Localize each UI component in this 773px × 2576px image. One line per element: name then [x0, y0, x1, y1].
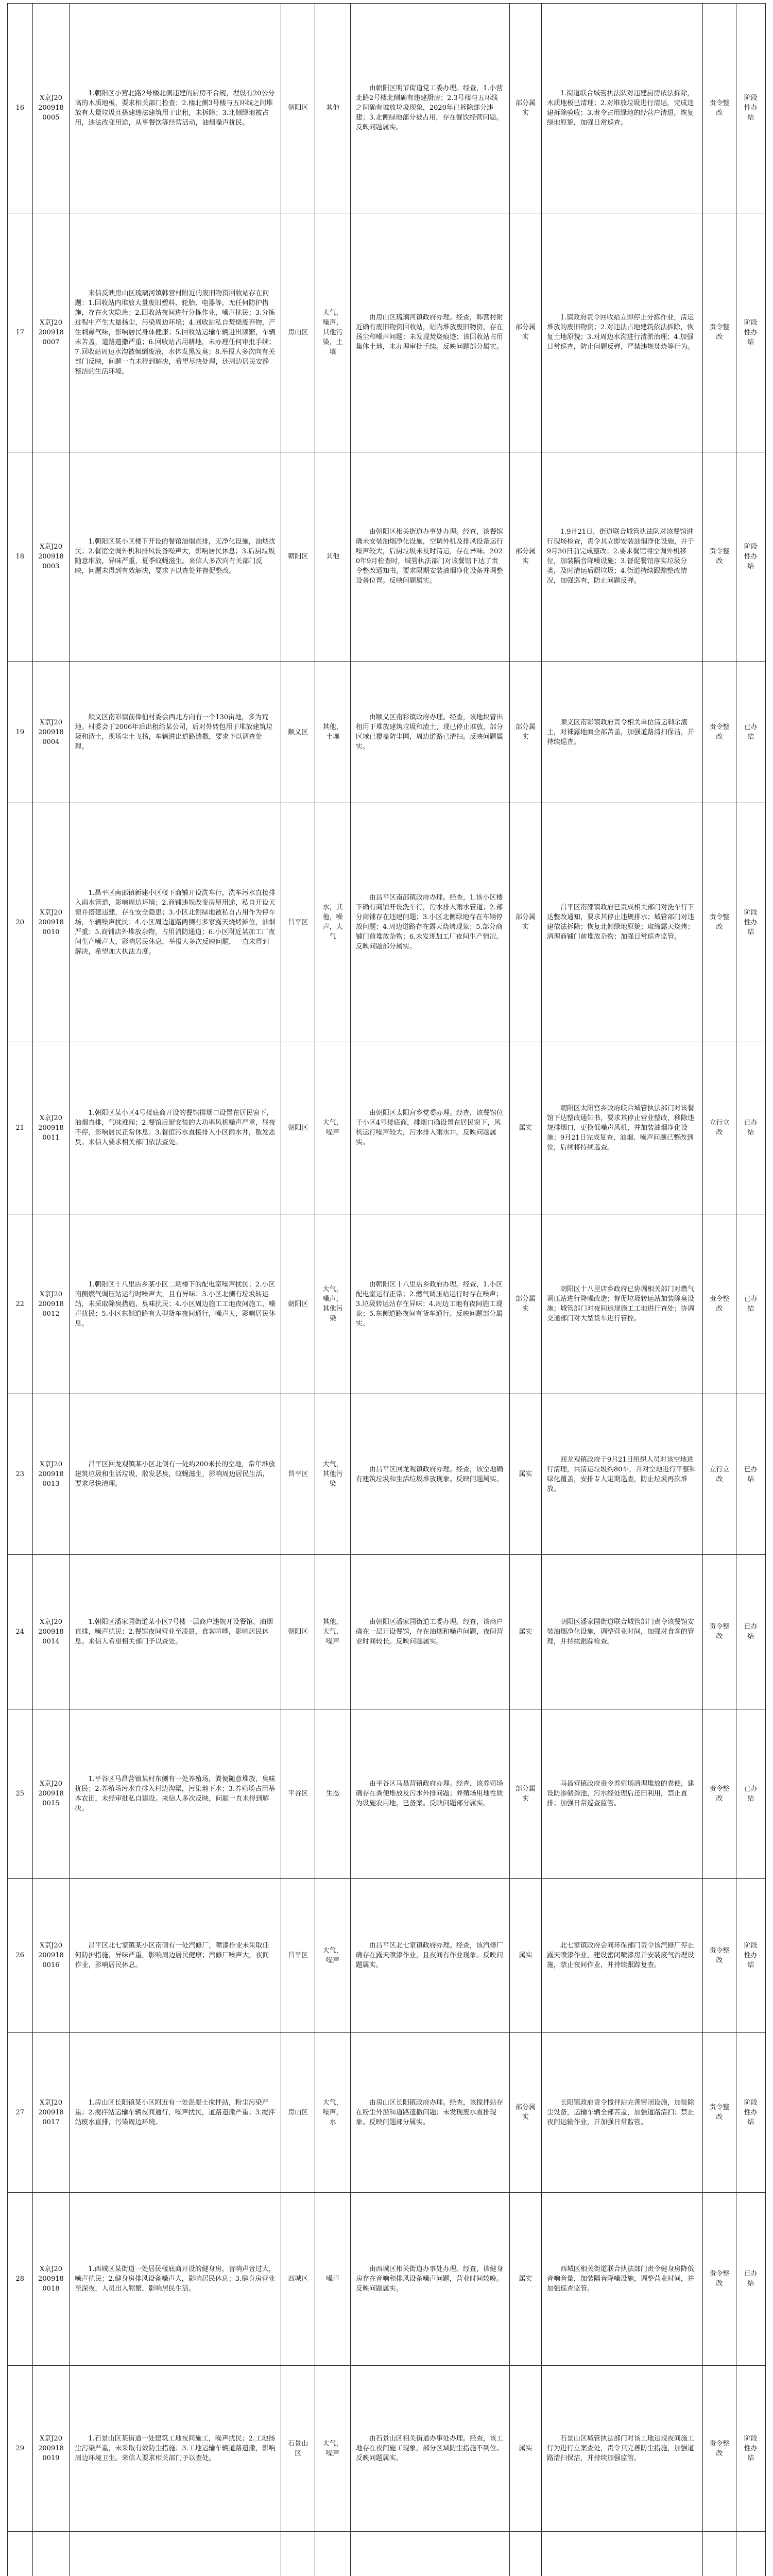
table-row: [8, 1214, 766, 1394]
pollution-type-cell: [315, 2532, 350, 2576]
table-row: [8, 2366, 766, 2532]
table-row: [8, 803, 766, 1042]
handling-measures-cell: 1.9月21日，街道联合城管执法队对该餐馆进行现场检查，责令其立即安装油烟净化设施，并于9月30日前完成整改；2.要求餐馆将空调外机移位，加装隔音降噪设施；3.督促餐馆落实垃圾分类，及时清运后厨垃圾；4.街道持续跟踪整改情况，加强巡查，防止问题反弹。: [541, 452, 703, 662]
handling-measures-cell: 石景山区城管执法部门对该工地违规夜间施工行为进行立案查处，责令其完善防尘措施，加强道路清扫保洁，并持续加强监管。: [541, 2366, 703, 2532]
table-row: [8, 452, 766, 662]
rectification-status-cell: 责令整改: [703, 1709, 736, 1878]
pollution-type-cell: 大气，其他污染: [315, 1394, 350, 1555]
pollution-type-cell: 水，其他，噪声，大气: [315, 803, 350, 1042]
pollution-type-cell: 生态: [315, 1709, 350, 1878]
administrative-region-cell: 朝阳区: [281, 4, 315, 213]
administrative-region-cell: 昌平区: [281, 1394, 315, 1555]
case-code-cell: X京J20200918 0005: [32, 4, 70, 213]
closure-status-cell: 已办结: [736, 1709, 766, 1878]
case-number-cell: 27: [8, 2033, 33, 2192]
case-number-cell: [8, 2532, 33, 2576]
verification-level-cell: 部分属实: [510, 1709, 542, 1878]
closure-status-cell: 已办结: [736, 662, 766, 803]
rectification-status-cell: [703, 2532, 736, 2576]
investigation-result-cell: 由朝阳区潘家园街道工委办理。经查，该商户确在一层开设餐馆，存在油烟和噪声问题，夜间营业时间较长。反映问题属实。: [350, 1555, 509, 1709]
closure-status-cell: 阶段性办结: [736, 452, 766, 662]
table-row: [8, 1042, 766, 1214]
closure-status-cell: 已办结: [736, 2192, 766, 2366]
case-code-cell: X京J20200918 0004: [32, 662, 70, 803]
investigation-result-cell: [350, 2532, 509, 2576]
case-code-cell: X京J20200918 0017: [32, 2033, 70, 2192]
rectification-status-cell: 责令整改: [703, 2033, 736, 2192]
handling-measures-cell: 朝阳区太阳宫乡政府联合城管执法部门对该餐馆下达整改通知书，要求其停止营业整改，移除违规排烟口，更换低噪声风机，并加装油烟净化设施；9月21日完成复查，油烟、噪声问题已整改到位，后续将持续巡查。: [541, 1042, 703, 1214]
investigation-result-cell: 由昌平区回龙观镇政府办理。经查，该空地确有建筑垃圾和生活垃圾堆放现象。反映问题属实。: [350, 1394, 509, 1555]
administrative-region-cell: 朝阳区: [281, 452, 315, 662]
closure-status-cell: 已办结: [736, 1042, 766, 1214]
case-number-cell: 28: [8, 2192, 33, 2366]
administrative-region-cell: [281, 2532, 315, 2576]
rectification-status-cell: 责令整改: [703, 1878, 736, 2032]
handling-measures-cell: 朝阳区潘家园街道联合城管部门责令该餐馆安装油烟净化设施，调整营业时间，加强对食客的管理，并持续跟踪检查。: [541, 1555, 703, 1709]
table-row: [8, 2532, 766, 2576]
pollution-type-cell: 大气，噪声: [315, 2366, 350, 2532]
table-row: [8, 213, 766, 452]
pollution-type-cell: 大气，噪声，水: [315, 2033, 350, 2192]
closure-status-cell: 阶段性办结: [736, 803, 766, 1042]
document-sheet: [7, 3, 766, 2576]
case-code-cell: X京J20200918 0011: [32, 1042, 70, 1214]
case-code-cell: X京J20200918 0015: [32, 1709, 70, 1878]
verification-level-cell: 属实: [510, 1042, 542, 1214]
rectification-status-cell: 责令整改: [703, 662, 736, 803]
verification-level-cell: 属实: [510, 1878, 542, 2032]
closure-status-cell: 阶段性办结: [736, 2033, 766, 2192]
case-code-cell: X京J20200918 0018: [32, 2192, 70, 2366]
pollution-type-cell: 大气，噪声，其他污染，土壤: [315, 213, 350, 452]
case-code-cell: X京J20200918 0019: [32, 2366, 70, 2532]
pollution-type-cell: 大气，噪声: [315, 1878, 350, 2032]
handling-measures-cell: [541, 2532, 703, 2576]
investigation-result-cell: 由房山区长阳镇政府办理。经查，该搅拌站存在粉尘外溢和道路遗撒问题；未发现废水直排现象。反映问题部分属实。: [350, 2033, 509, 2192]
rectification-status-cell: 责令整改: [703, 1214, 736, 1394]
administrative-region-cell: 昌平区: [281, 803, 315, 1042]
investigation-result-cell: 由昌平区南邵镇政府办理。经查，1.该小区楼下确有商铺开设洗车行，污水排入雨水管道；2.部分商铺存在违建问题；3.小区北侧绿地存在车辆停放问题；4.周边道路存在露天烧烤现象；5.部分商铺门前堆放杂物；6.未发现加工厂夜间生产情况。反映问题部分属实。: [350, 803, 509, 1042]
table-row: [8, 662, 766, 803]
verification-level-cell: 部分属实: [510, 803, 542, 1042]
handling-measures-cell: 昌平区南邵镇政府已责成相关部门对洗车行下达整改通知，要求其停止违规排水；城管部门对违建依法拆除；恢复北侧绿地原貌；取缔露天烧烤；清理商铺门前堆放杂物；加强日常巡查监管。: [541, 803, 703, 1042]
rectification-status-cell: 责令整改: [703, 2192, 736, 2366]
complaint-content-cell: 1.石景山区某街道一处建筑工地夜间施工，噪声扰民；2.工地扬尘污染严重，未采取有效防尘措施；3.工地运输车辆道路遗撒，影响周边环境卫生。来信人要求相关部门予以查处。: [70, 2366, 281, 2532]
case-code-cell: X京J20200918 0003: [32, 452, 70, 662]
closure-status-cell: 已办结: [736, 1555, 766, 1709]
pollution-type-cell: 大气，噪声: [315, 1042, 350, 1214]
administrative-region-cell: 平谷区: [281, 1709, 315, 1878]
table-row: [8, 4, 766, 213]
case-number-cell: 25: [8, 1709, 33, 1878]
rectification-status-cell: 责令整改: [703, 452, 736, 662]
administrative-region-cell: 顺义区: [281, 662, 315, 803]
investigation-result-cell: 由西城区相关街道办事处办理。经查，该健身房存在音响和排风设备噪声问题，营业时间较晚。反映问题属实。: [350, 2192, 509, 2366]
complaint-content-cell: 顺义区南彩镇前俸伯村委会西北方向有一个130亩地，多为荒地。村委会于2006年后出租给某公司，后对外转包用于堆放建筑垃圾和渣土，现场尘土飞扬，车辆进出道路遗撒，要求予以调查处理。: [70, 662, 281, 803]
complaint-content-cell: 1.朝阳区小营北路2号楼北侧违建的厨房不合规，埋设有20公分高的木质地板，要求相关部门检查；2.楼北侧3号楼与五环线之间堆放有大量垃圾且搭建违法建筑用于出租，未拆除；3.北侧绿地被占用，违法改变用途，从事餐饮等经营活动，油烟噪声扰民。: [70, 4, 281, 213]
handling-measures-cell: 北七家镇政府会同环保部门责令该汽修厂停止露天喷漆作业，建设密闭喷漆房并安装废气治理设施，禁止夜间作业，并持续跟踪复查。: [541, 1878, 703, 2032]
verification-level-cell: 部分属实: [510, 2033, 542, 2192]
administrative-region-cell: 房山区: [281, 2033, 315, 2192]
complaint-content-cell: 1.房山区长阳镇某小区附近有一处混凝土搅拌站，粉尘污染严重；2.搅拌站运输车辆夜间通行，噪声扰民，道路遗撒严重；3.搅拌站废水直排，污染周边环境。: [70, 2033, 281, 2192]
verification-level-cell: 部分属实: [510, 1214, 542, 1394]
case-record-table: [7, 3, 766, 2576]
verification-level-cell: 属实: [510, 2192, 542, 2366]
case-number-cell: 21: [8, 1042, 33, 1214]
case-code-cell: X京J20200918 0007: [32, 213, 70, 452]
case-number-cell: 19: [8, 662, 33, 803]
verification-level-cell: 属实: [510, 1394, 542, 1555]
complaint-content-cell: 昌平区回龙观镇某小区北侧有一处约200米长的空地，常年堆放建筑垃圾和生活垃圾，散发恶臭，蚊蝇滋生，影响周边居民生活，要求尽快清理。: [70, 1394, 281, 1555]
rectification-status-cell: 责令整改: [703, 803, 736, 1042]
handling-measures-cell: 朝阳区十八里店乡政府已协调相关部门对燃气调压站进行降噪改造；督促垃圾转运站加装除臭设施；城管部门对夜间违规施工工地进行查处；协调交通部门对大型货车进行管控。: [541, 1214, 703, 1394]
administrative-region-cell: 石景山区: [281, 2366, 315, 2532]
case-code-cell: X京J20200918 0010: [32, 803, 70, 1042]
complaint-content-cell: 来信反映房山区琉璃河镇韩营村附近的废旧物资回收站存在问题：1.回收站内堆放大量废旧塑料、轮胎、电器等，无任何防护措施，存在火灾隐患；2.回收站夜间进行分拣作业，噪声扰民；3.分拣过程中产生大量扬尘，污染周边环境；4.回收站私自焚烧废弃物，产生刺鼻气味，影响居民身体健康；5.回收站运输车辆进出频繁，车辆未苫盖，道路遗撒严重；6.回收站占用耕地，未办理任何审批手续；7.回收站周边水沟被倾倒废液，水体发黑发臭；8.举报人多次向有关部门反映，问题一直未得到解决，希望尽快处理，还周边居民安静整洁的生活环境。: [70, 213, 281, 452]
case-number-cell: 20: [8, 803, 33, 1042]
case-number-cell: 29: [8, 2366, 33, 2532]
complaint-content-cell: [70, 2532, 281, 2576]
pollution-type-cell: 噪声: [315, 2192, 350, 2366]
case-code-cell: X京J20200918 0016: [32, 1878, 70, 2032]
complaint-content-cell: 昌平区北七家镇某小区南侧有一处汽修厂，喷漆作业未采取任何防护措施，异味严重，影响周边居民健康；汽修厂噪声大，夜间作业，影响居民休息。: [70, 1878, 281, 2032]
verification-level-cell: 部分属实: [510, 213, 542, 452]
verification-level-cell: 属实: [510, 1555, 542, 1709]
administrative-region-cell: 西城区: [281, 2192, 315, 2366]
closure-status-cell: 阶段性办结: [736, 2366, 766, 2532]
case-number-cell: 17: [8, 213, 33, 452]
case-number-cell: 24: [8, 1555, 33, 1709]
pollution-type-cell: 其他，土壤: [315, 662, 350, 803]
handling-measures-cell: 马昌营镇政府责令养殖场清理堆放的粪便，建设防渗储粪池，污水经处理后还田利用，禁止直排；加强日常巡查监管。: [541, 1709, 703, 1878]
investigation-result-cell: 由朝阳区明节街道党工委办理。经查，1.小营北路2号楼北侧确有违建厨房；2.3号楼与五环线之间确有堆放垃圾现象，2020年已拆除部分违建；3.北侧绿地部分被占用，存在餐饮经营问题。反映问题属实。: [350, 4, 509, 213]
investigation-result-cell: 由朝阳区十八里店乡政府办理。经查，1.小区配电室运行正常；2.燃气调压站运行时存在噪声；3.垃圾转运站存在异味；4.周边工地有夜间施工现象；5.东侧道路夜间有货车通行。反映问题部分属实。: [350, 1214, 509, 1394]
handling-measures-cell: 长阳镇政府责令搅拌站完善密闭设施，加装除尘设备，运输车辆全部苫盖，加强道路清扫；禁止夜间运输作业，并加强日常监管。: [541, 2033, 703, 2192]
table-row: [8, 1555, 766, 1709]
rectification-status-cell: 责令整改: [703, 1555, 736, 1709]
complaint-content-cell: 1.朝阳区某小区楼下开设的餐馆油烟直排，无净化设施，油烟扰民；2.餐馆空调外机和排风设备噪声大，影响居民休息；3.后厨垃圾随意堆放，异味严重，夏季蚊蝇滋生。来信人多次向有关部门反映，问题未得到有效解决，要求予以查处并督促整改。: [70, 452, 281, 662]
case-rows: [8, 4, 766, 2576]
closure-status-cell: 阶段性办结: [736, 4, 766, 213]
rectification-status-cell: 责令整改: [703, 4, 736, 213]
case-number-cell: 26: [8, 1878, 33, 2032]
table-row: [8, 2033, 766, 2192]
investigation-result-cell: 由顺义区南彩镇政府办理。经查，该地块曾出租用于堆放建筑垃圾和渣土，现已停止堆放，部分区域已覆盖防尘网，周边道路已清扫。反映问题属实。: [350, 662, 509, 803]
complaint-content-cell: 1.朝阳区某小区4号楼底商开设的餐馆排烟口设置在居民窗下，油烟直排，气味难闻；2.餐馆后厨安装的大功率风机噪声严重，昼夜不停，影响居民正常休息；3.餐馆污水直接排入小区雨水井，散发恶臭。来信人要求相关部门依法查处。: [70, 1042, 281, 1214]
case-number-cell: 18: [8, 452, 33, 662]
rectification-status-cell: 立行立改: [703, 1042, 736, 1214]
complaint-content-cell: 1.西城区某街道一处居民楼底商开设的健身房，音响声音过大，噪声扰民；2.健身房排风设备噪声大，影响居民休息；3.健身房营业至深夜，人员出入频繁，影响居民生活。: [70, 2192, 281, 2366]
complaint-content-cell: 1.朝阳区十八里店乡某小区二期楼下的配电室噪声扰民；2.小区南侧燃气调压站运行时噪声大，且有异味；3.小区北侧有垃圾转运站，未采取除臭措施，臭味扰民；4.小区周边施工工地夜间施工，噪声扰民；5.小区东侧道路有大型货车夜间通行，噪声大，影响居民休息。: [70, 1214, 281, 1394]
case-number-cell: 23: [8, 1394, 33, 1555]
administrative-region-cell: 朝阳区: [281, 1214, 315, 1394]
investigation-result-cell: 由朝阳区相关街道办事处办理。经查，该餐馆确未安装油烟净化设施，空调外机及排风设备运行噪声较大，后厨垃圾未及时清运，存在异味。2020年9月检查时，城管执法部门对该餐馆下达了责令整改通知书，要求限期安装油烟净化设备并调整设备位置。反映问题属实。: [350, 452, 509, 662]
complaint-content-cell: 1.朝阳区潘家园街道某小区7号楼一层商户违规开设餐馆，油烟直排，噪声扰民；2.餐馆夜间营业至凌晨，食客喧哗，影响居民休息。来信人希望相关部门予以查处。: [70, 1555, 281, 1709]
verification-level-cell: [510, 2532, 542, 2576]
handling-measures-cell: 1.街道联合城管执法队对违建厨房依法拆除，木质地板已清理；2.对堆放垃圾进行清运，完成违建拆除验收；3.责令占用绿地的经营户清退，恢复绿地原貌，加强日常巡查。: [541, 4, 703, 213]
verification-level-cell: 部分属实: [510, 4, 542, 213]
administrative-region-cell: 房山区: [281, 213, 315, 452]
pollution-type-cell: 其他: [315, 452, 350, 662]
handling-measures-cell: 1.镇政府责令回收站立即停止分拣作业，清运堆放的废旧物资；2.对违法占地建筑依法拆除，恢复土地原貌；3.对周边水沟进行清淤治理；4.加强日常巡查，防止问题反弹，严禁违规焚烧等行为。: [541, 213, 703, 452]
case-code-cell: [32, 2532, 70, 2576]
table-row: [8, 1394, 766, 1555]
handling-measures-cell: 顺义区南彩镇政府责令相关单位清运剩余渣土，对裸露地面全部苫盖，加强道路清扫保洁，并持续巡查。: [541, 662, 703, 803]
closure-status-cell: 阶段性办结: [736, 1878, 766, 2032]
closure-status-cell: [736, 2532, 766, 2576]
table-row: [8, 1709, 766, 1878]
pollution-type-cell: 其他，大气，噪声: [315, 1555, 350, 1709]
investigation-result-cell: 由昌平区北七家镇政府办理。经查，该汽修厂确存在露天喷漆作业，且夜间有作业现象。反映问题属实。: [350, 1878, 509, 2032]
closure-status-cell: 阶段性办结: [736, 213, 766, 452]
case-number-cell: 16: [8, 4, 33, 213]
verification-level-cell: 部分属实: [510, 452, 542, 662]
closure-status-cell: 已办结: [736, 1214, 766, 1394]
verification-level-cell: 属实: [510, 2366, 542, 2532]
investigation-result-cell: 由朝阳区太阳宫乡党委办理。经查，该餐馆位于小区4号楼底商，排烟口确设置在居民窗下，风机运行噪声较大，污水排入雨水井。反映问题属实。: [350, 1042, 509, 1214]
administrative-region-cell: 昌平区: [281, 1878, 315, 2032]
complaint-content-cell: 1.平谷区马昌营镇某村东侧有一处养殖场，粪便随意堆放，臭味扰民；2.养殖场污水直排入村边沟渠，污染地下水；3.养殖场占用基本农田，未经审批私自建设。来信人多次反映，问题一直未得到解决。: [70, 1709, 281, 1878]
table-row: [8, 1878, 766, 2032]
case-code-cell: X京J20200918 0012: [32, 1214, 70, 1394]
complaint-content-cell: 1.昌平区南邵镇新建小区楼下商铺开设洗车行，洗车污水直接排入雨水管道，影响周边环境；2.商铺违规改变房屋用途，私自开设天窗并搭建违建，存在安全隐患；3.小区北侧绿地被私自占用作为停车场，车辆噪声扰民；4.小区周边道路两侧有多家露天烧烤摊位，油烟严重；5.商铺店外堆放杂物，占用消防通道；6.小区附近某加工厂夜间生产噪声大，影响居民休息，举报人多次反映问题，一直未得到解决，希望加大执法力度。: [70, 803, 281, 1042]
rectification-status-cell: 立行立改: [703, 1394, 736, 1555]
pollution-type-cell: 大气，噪声，其他污染: [315, 1214, 350, 1394]
case-code-cell: X京J20200918 0013: [32, 1394, 70, 1555]
pollution-type-cell: 其他: [315, 4, 350, 213]
case-code-cell: X京J20200918 0014: [32, 1555, 70, 1709]
administrative-region-cell: 朝阳区: [281, 1042, 315, 1214]
closure-status-cell: 已办结: [736, 1394, 766, 1555]
administrative-region-cell: 朝阳区: [281, 1555, 315, 1709]
rectification-status-cell: 责令整改: [703, 213, 736, 452]
verification-level-cell: 部分属实: [510, 662, 542, 803]
table-row: [8, 2192, 766, 2366]
investigation-result-cell: 由石景山区相关街道办事处办理。经查，该工地存在夜间施工现象，部分区域防尘措施不到位。反映问题属实。: [350, 2366, 509, 2532]
rectification-status-cell: 责令整改: [703, 2366, 736, 2532]
handling-measures-cell: 回龙观镇政府于9月21日组织人员对该空地进行清理，共清运垃圾约80车，并对空地进行平整和绿化覆盖，安排专人定期巡查，防止垃圾再次堆放。: [541, 1394, 703, 1555]
investigation-result-cell: 由房山区琉璃河镇政府办理。经查，韩营村附近确有废旧物资回收站，站内堆放废旧物资，存在扬尘和噪声问题；未发现焚烧痕迹；该回收站占用集体土地，未办理审批手续。反映问题部分属实。: [350, 213, 509, 452]
handling-measures-cell: 西城区相关街道联合执法部门责令健身房降低音响音量，加装隔音降噪设施，调整营业时间，并加强巡查监管。: [541, 2192, 703, 2366]
case-number-cell: 22: [8, 1214, 33, 1394]
investigation-result-cell: 由平谷区马昌营镇政府办理。经查，该养殖场确存在粪便堆放及污水外排问题；养殖场用地性质为设施农用地，已备案。反映问题部分属实。: [350, 1709, 509, 1878]
